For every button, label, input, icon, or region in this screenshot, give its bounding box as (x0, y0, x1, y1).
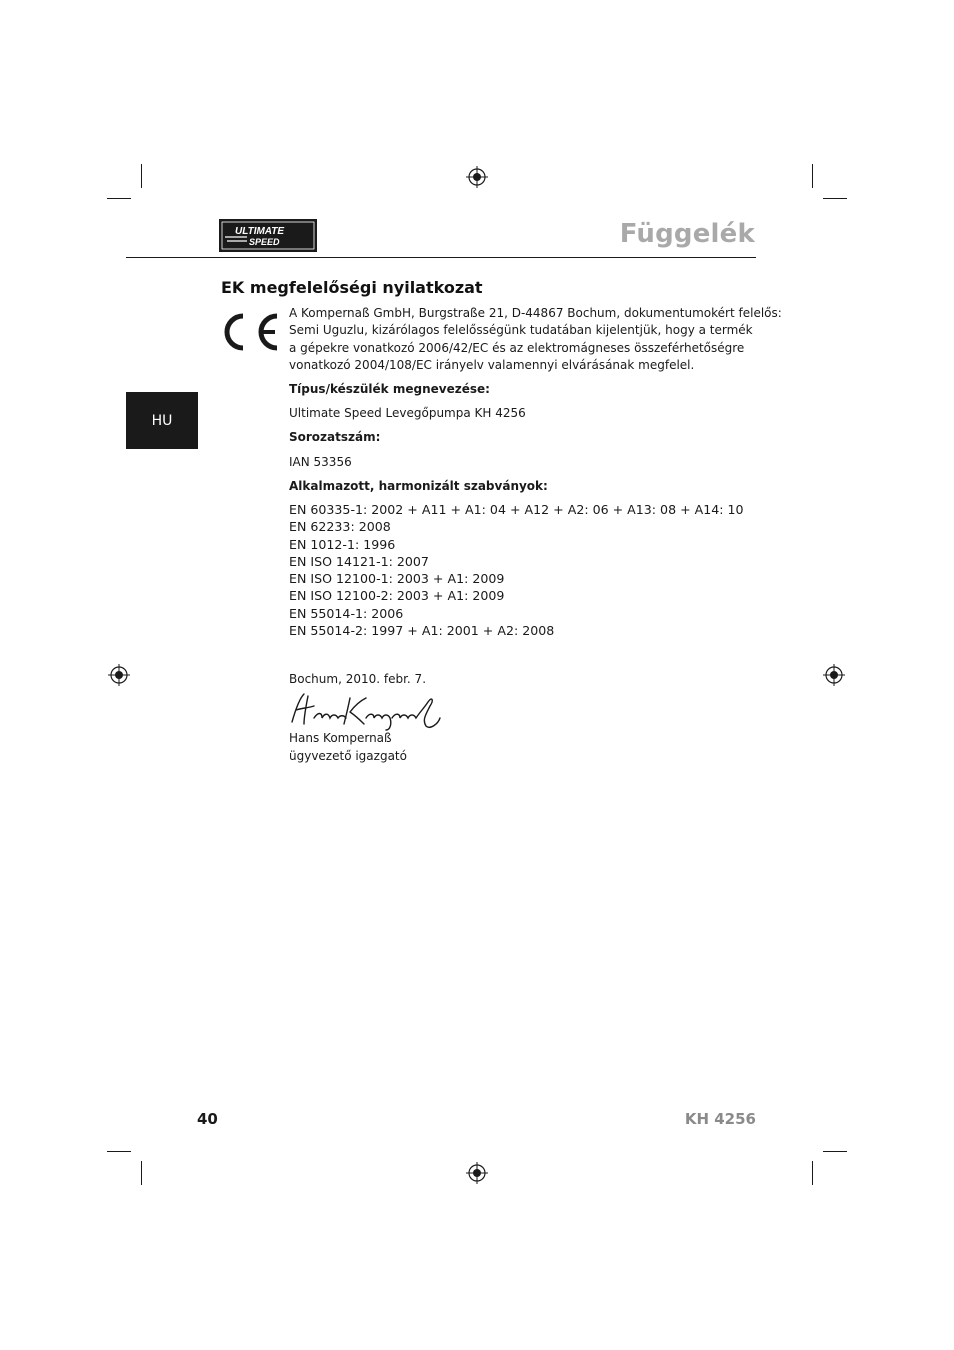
intro-paragraph (289, 305, 782, 374)
crop-mark (823, 198, 847, 199)
place-date: Bochum, 2010. febr. 7. (289, 672, 427, 686)
intro-line: A Kompernaß GmbH, Burgstraße 21, D-44867 Bochum, dokumentumokért felelős: (289, 306, 782, 320)
page-title: Függelék (619, 219, 755, 249)
header-divider (126, 257, 756, 258)
signer-title: ügyvezető igazgató (289, 749, 407, 763)
registration-mark-icon (466, 166, 488, 188)
section-heading: EK megfelelőségi nyilatkozat (221, 278, 483, 297)
type-label: Típus/készülék megnevezése: (289, 382, 490, 396)
crop-mark (823, 1151, 847, 1152)
standards-list (289, 501, 744, 639)
standards-label: Alkalmazott, harmonizált szabványok: (289, 479, 548, 493)
intro-line: Semi Uguzlu, kizárólagos felelősségünk tudatában kijelentjük, hogy a termék (289, 323, 753, 338)
standard-item: EN 55014-2: 1997 + A1: 2001 + A2: 2008 (289, 623, 555, 639)
brand-logo (219, 219, 317, 252)
type-value: Ultimate Speed Levegőpumpa KH 4256 (289, 406, 526, 420)
standard-item: EN ISO 14121-1: 2007 (289, 553, 429, 569)
crop-mark (107, 198, 131, 199)
intro-line: vonatkozó 2004/108/EC irányelv valamennyi elvárásának megfelel. (289, 357, 695, 372)
registration-mark-icon (466, 1162, 488, 1184)
standard-item: EN 60335-1: 2002 + A11 + A1: 04 + A12 + A2: 06 + A13: 08 + A14: 10 (289, 502, 744, 517)
page-number: 40 (197, 1110, 218, 1128)
crop-mark (141, 164, 142, 188)
logo-text-bottom: SPEED (249, 237, 280, 247)
signer-name: Hans Kompernaß (289, 731, 392, 745)
crop-mark (812, 164, 813, 188)
language-tab: HU (126, 392, 198, 449)
intro-line: a gépekre vonatkozó 2006/42/EC és az elektromágneses összeférhetőségre (289, 340, 745, 355)
standard-item: EN ISO 12100-1: 2003 + A1: 2009 (289, 571, 505, 587)
ce-mark-icon (219, 310, 283, 354)
serial-value: IAN 53356 (289, 455, 352, 469)
registration-mark-icon (823, 664, 845, 686)
signature (288, 688, 448, 732)
standard-item: EN 1012-1: 1996 (289, 536, 396, 552)
logo-text-top: ULTIMATE (235, 226, 285, 237)
model-number: KH 4256 (684, 1110, 756, 1128)
crop-mark (141, 1161, 142, 1185)
crop-mark (812, 1161, 813, 1185)
standard-item: EN 55014-1: 2006 (289, 605, 404, 621)
serial-label: Sorozatszám: (289, 430, 381, 444)
registration-mark-icon (108, 664, 130, 686)
standard-item: EN ISO 12100-2: 2003 + A1: 2009 (289, 588, 505, 604)
crop-mark (107, 1151, 131, 1152)
standard-item: EN 62233: 2008 (289, 519, 391, 535)
